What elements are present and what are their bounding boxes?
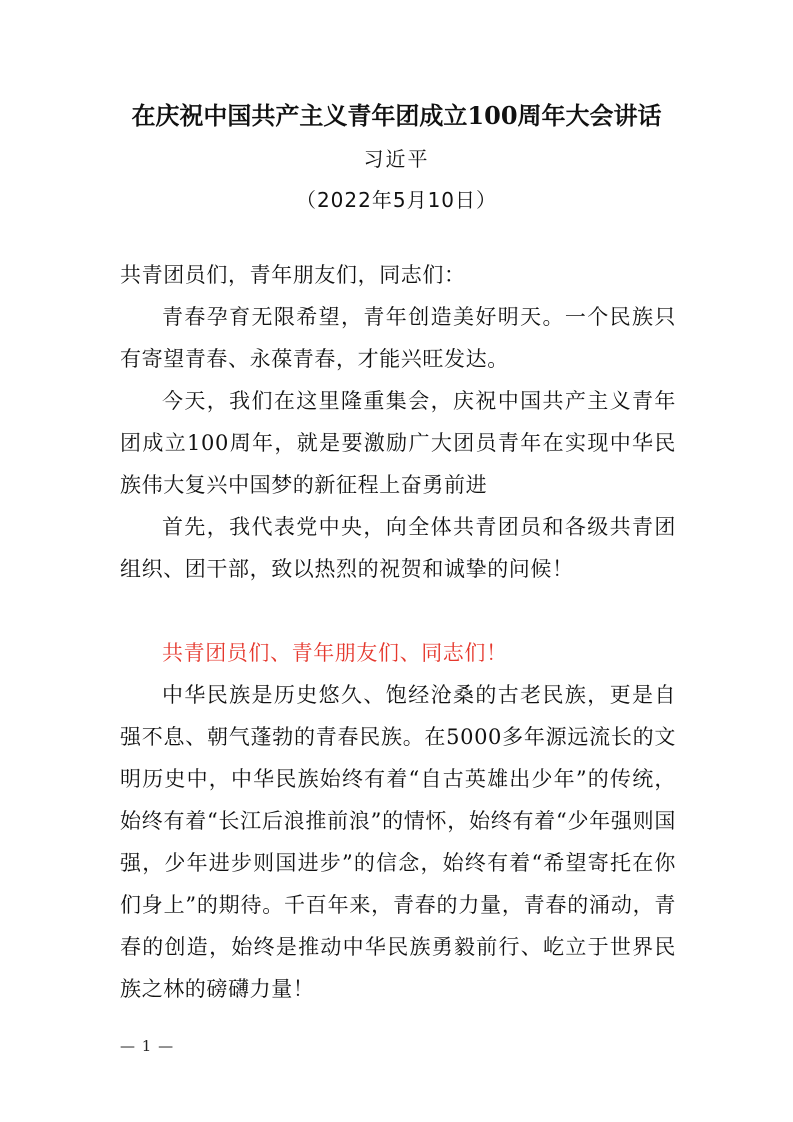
section-2 bbox=[120, 632, 676, 1010]
document-title: 在庆祝中国共产主义青年团成立100周年大会讲话 bbox=[131, 101, 662, 130]
page-number: — 1 — bbox=[120, 1037, 175, 1055]
salutation-2: 共青团员们、青年朋友们、同志们！ bbox=[162, 641, 508, 665]
salutation-1: 共青团员们，青年朋友们，同志们： bbox=[120, 263, 466, 287]
paragraph-4: 中华民族是历史悠久、饱经沧桑的古老民族，更是自强不息、朝气蓬勃的青春民族。在5000多年源远流长的文明历史中，中华民族始终有着“自古英雄出少年”的传统，始终有着“长江后浪推前浪”的情怀，始终有着“少年强则国强，少年进步则国进步”的信念，始终有着“希望寄托在你们身上”的期待。千百年来，青春的力量，青春的涌动，青春的创造，始终是推动中华民族勇毅前行、屹立于世界民族之林的磅礴力量！ bbox=[120, 683, 676, 1001]
author-name: 习近平 bbox=[363, 147, 430, 171]
section-1 bbox=[120, 254, 676, 590]
paragraph-3: 首先，我代表党中央，向全体共青团员和各级共青团组织、团干部，致以热烈的祝贺和诚挚的问候！ bbox=[120, 515, 676, 581]
speech-date: （2022年5月10日） bbox=[295, 188, 498, 212]
paragraph-1: 青春孕育无限希望，青年创造美好明天。一个民族只有寄望青春、永葆青春，才能兴旺发达。 bbox=[120, 305, 676, 371]
paragraph-2: 今天，我们在这里隆重集会，庆祝中国共产主义青年团成立100周年，就是要激励广大团员青年在实现中华民族伟大复兴中国梦的新征程上奋勇前进 bbox=[120, 389, 676, 497]
